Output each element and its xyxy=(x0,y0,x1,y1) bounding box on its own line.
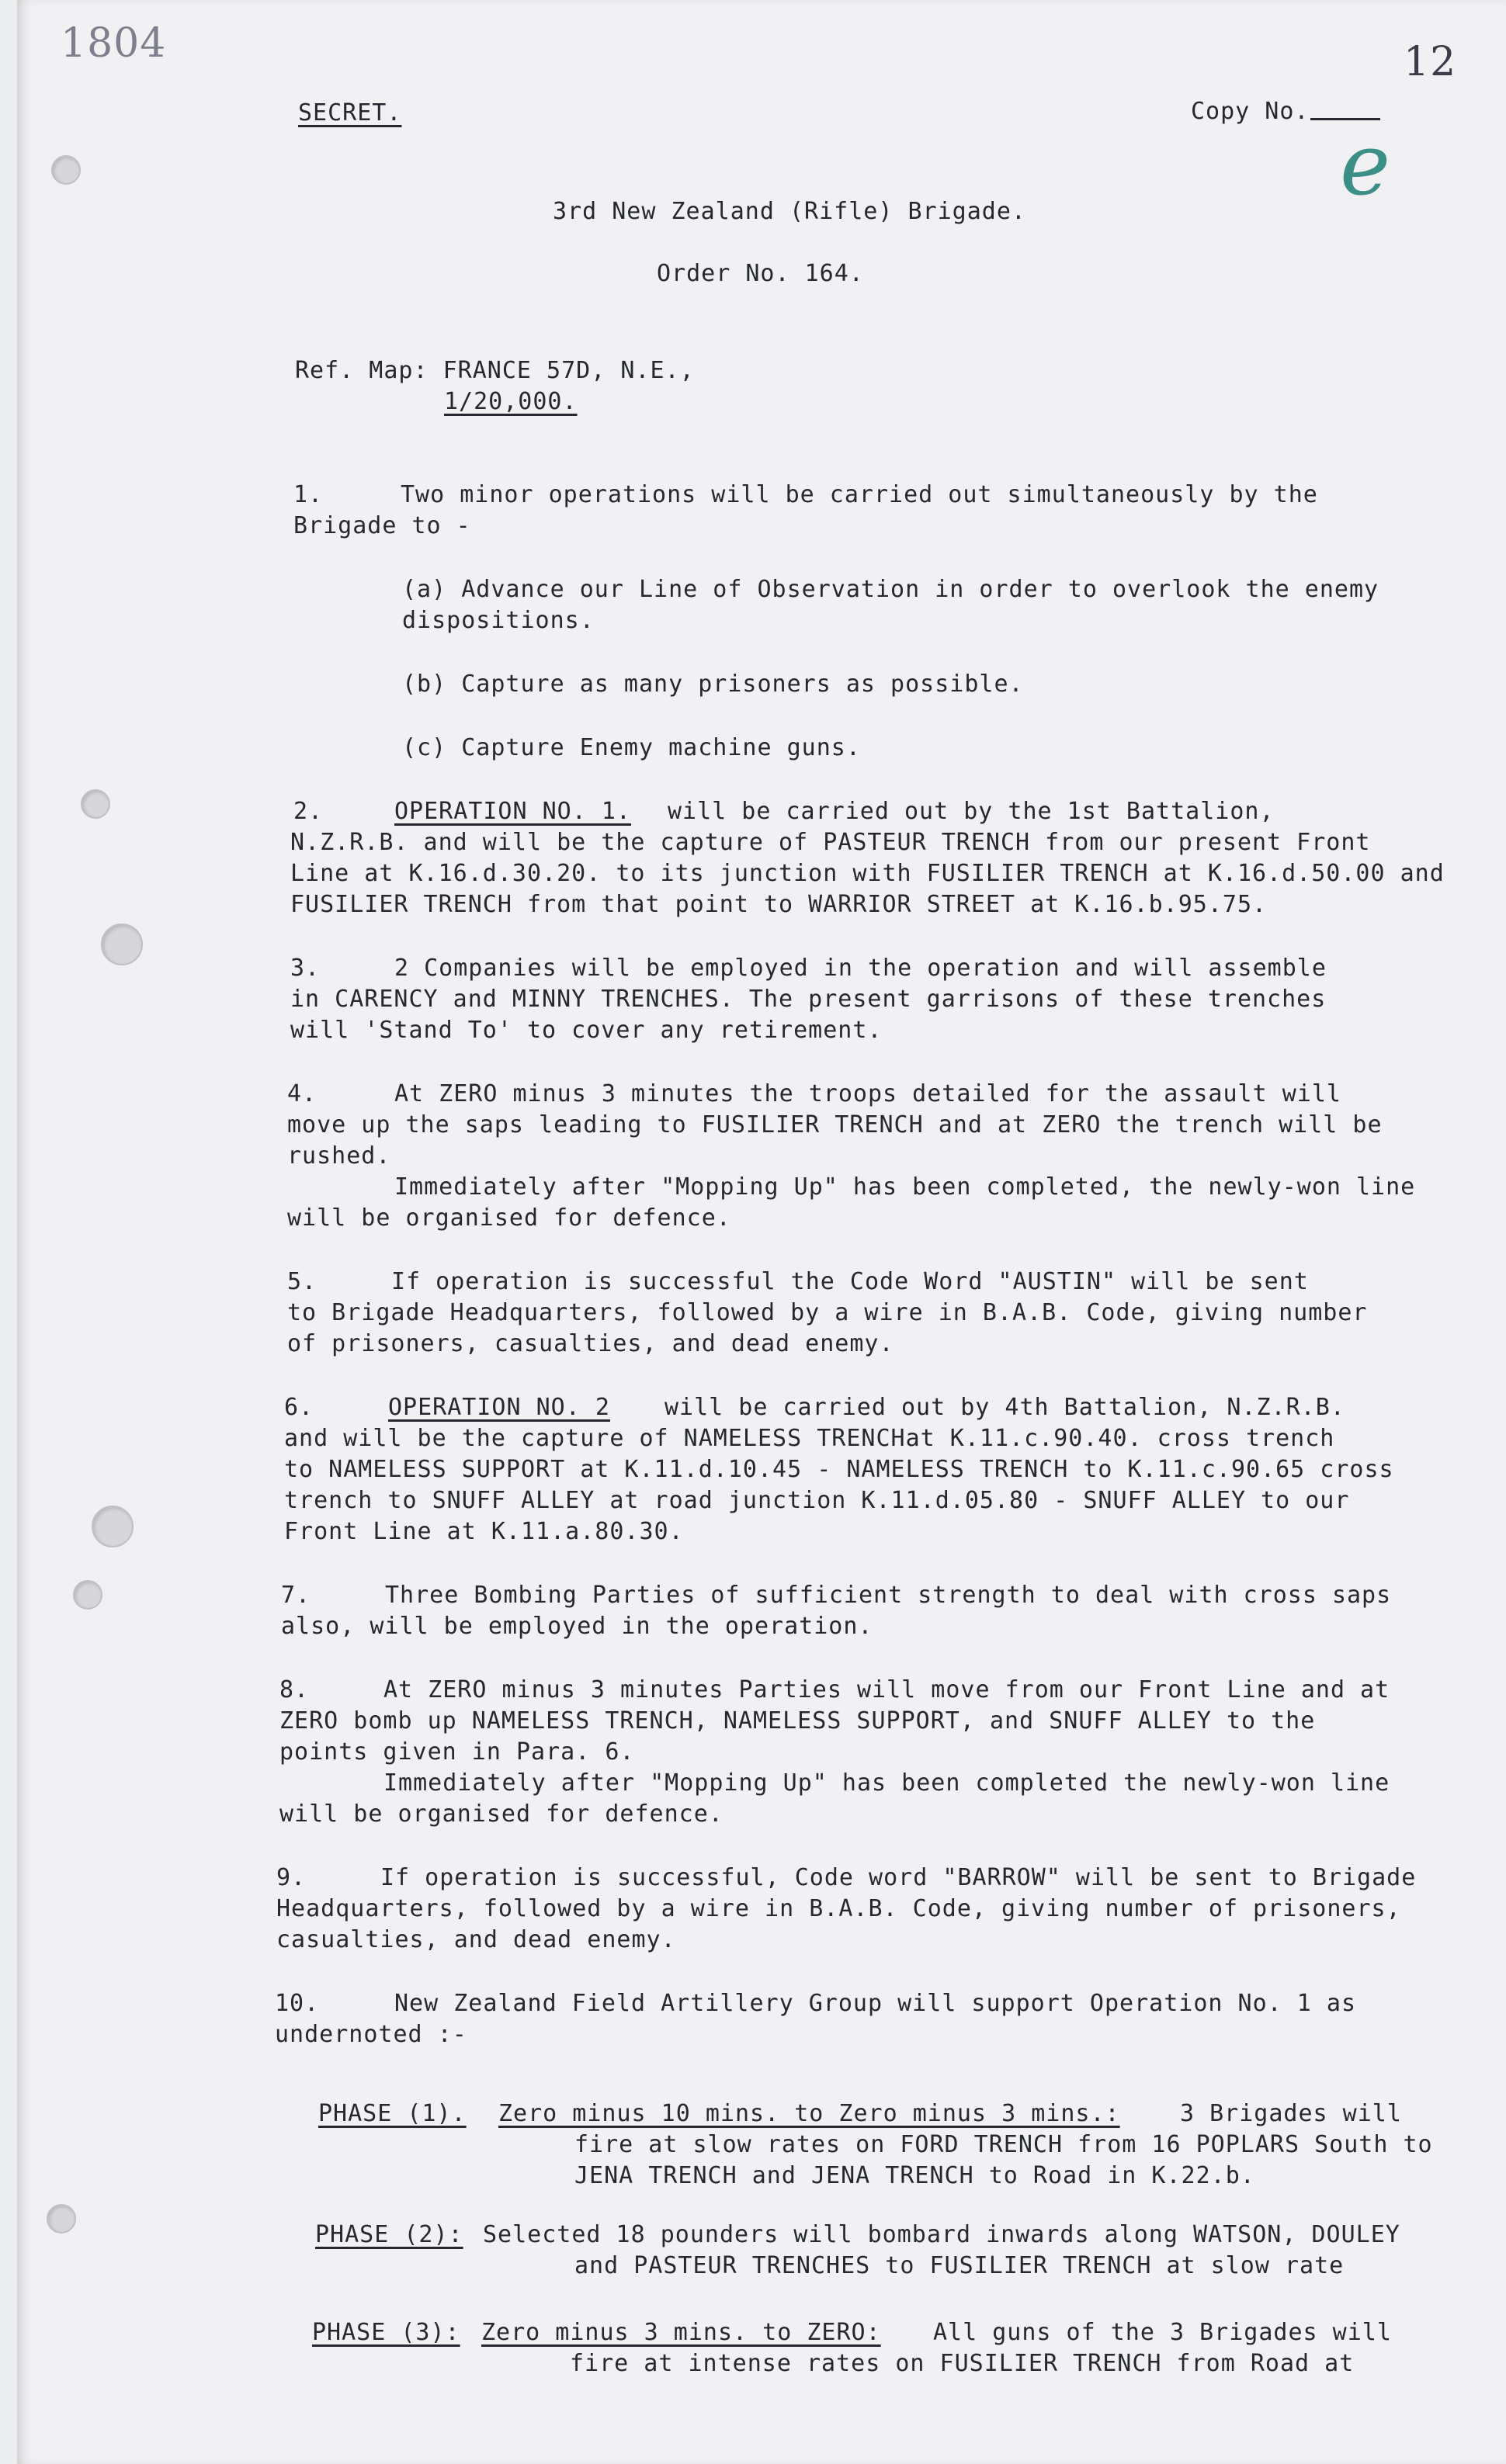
para-text: undernoted :- xyxy=(275,2021,467,2048)
para-text: New Zealand Field Artillery Group will support Operation No. 1 as xyxy=(394,1990,1356,2017)
para-text: will be carried out by the 1st Battalion, xyxy=(668,798,1275,825)
para-text: If operation is successful the Code Word "AUSTIN" will be sent xyxy=(391,1268,1309,1295)
phase-label: PHASE (2): xyxy=(315,2221,463,2248)
para-text: Two minor operations will be carried out simultaneously by the xyxy=(401,481,1318,508)
copy-mark: e xyxy=(1340,115,1391,214)
para-text: N.Z.R.B. and will be the capture of PASTEUR TRENCH from our present Front xyxy=(290,829,1371,856)
phase-text: Selected 18 pounders will bombard inwards along WATSON, DOULEY xyxy=(483,2221,1400,2248)
phase-label: PHASE (1). xyxy=(318,2100,467,2127)
para-text: At ZERO minus 3 minutes the troops detailed for the assault will xyxy=(394,1080,1341,1107)
phase-timing: Zero minus 10 mins. to Zero minus 3 mins.: xyxy=(498,2100,1120,2127)
para-text: FUSILIER TRENCH from that point to WARRIOR STREET at K.16.b.95.75. xyxy=(290,891,1268,918)
operation-heading: OPERATION NO. 2 xyxy=(388,1394,610,1421)
para-text: Headquarters, followed by a wire in B.A.B. Code, giving number of prisoners, xyxy=(276,1895,1401,1922)
phase-text: and PASTEUR TRENCHES to FUSILIER TRENCH at slow rate xyxy=(574,2252,1345,2279)
para-number: 6. xyxy=(284,1394,314,1421)
sub-item-a: dispositions. xyxy=(402,607,595,634)
operation-heading: OPERATION NO. 1. xyxy=(394,798,631,825)
sub-item-b: (b) Capture as many prisoners as possible. xyxy=(402,671,1024,698)
sub-item-c: (c) Capture Enemy machine guns. xyxy=(402,734,861,761)
para-text: Front Line at K.11.a.80.30. xyxy=(284,1518,684,1545)
para-number: 7. xyxy=(281,1582,311,1609)
punch-hole xyxy=(92,1506,134,1547)
order-title: Order No. 164. xyxy=(657,260,864,287)
para-number: 10. xyxy=(275,1990,320,2017)
archive-number: 1804 xyxy=(61,20,167,67)
para-text: move up the saps leading to FUSILIER TRENCH and at ZERO the trench will be xyxy=(287,1111,1383,1138)
para-text: will be carried out by 4th Battalion, N.Z.R.B. xyxy=(665,1394,1345,1421)
punch-hole xyxy=(51,155,81,185)
para-text: Immediately after "Mopping Up" has been completed the newly-won line xyxy=(383,1769,1390,1797)
para-text: 2 Companies will be employed in the operation and will assemble xyxy=(394,955,1327,982)
phase-timing: Zero minus 3 mins. to ZERO: xyxy=(481,2319,881,2346)
para-text: will be organised for defence. xyxy=(279,1800,724,1828)
phase-text: 3 Brigades will xyxy=(1180,2100,1402,2127)
para-text: Brigade to - xyxy=(293,512,471,539)
para-number: 2. xyxy=(293,798,324,825)
phase-text: All guns of the 3 Brigades will xyxy=(933,2319,1392,2346)
punch-hole xyxy=(47,2204,76,2234)
para-text: Line at K.16.d.30.20. to its junction with FUSILIER TRENCH at K.16.d.50.00 and xyxy=(290,860,1445,887)
para-number: 4. xyxy=(287,1080,318,1107)
para-number: 9. xyxy=(276,1864,307,1891)
para-text: Immediately after "Mopping Up" has been completed, the newly-won line xyxy=(394,1173,1416,1201)
para-text: rushed. xyxy=(287,1142,391,1170)
para-text: ZERO bomb up NAMELESS TRENCH, NAMELESS SUPPORT, and SNUFF ALLEY to the xyxy=(279,1707,1316,1735)
para-text: If operation is successful, Code word "BARROW" will be sent to Brigade xyxy=(380,1864,1417,1891)
para-text: points given in Para. 6. xyxy=(279,1738,635,1766)
ref-map-line1: Ref. Map: FRANCE 57D, N.E., xyxy=(295,357,695,384)
punch-hole xyxy=(101,924,143,965)
para-text: will 'Stand To' to cover any retirement. xyxy=(290,1017,883,1044)
sub-item-a: (a) Advance our Line of Observation in order to overlook the enemy xyxy=(402,576,1379,603)
para-text: trench to SNUFF ALLEY at road junction K.11.d.05.80 - SNUFF ALLEY to our xyxy=(284,1487,1350,1514)
para-text: casualties, and dead enemy. xyxy=(276,1926,676,1953)
para-text: and will be the capture of NAMELESS TRENCHat K.11.c.90.40. cross trench xyxy=(284,1425,1335,1452)
para-text: to Brigade Headquarters, followed by a wire in B.A.B. Code, giving number xyxy=(287,1299,1368,1326)
phase-text: JENA TRENCH and JENA TRENCH to Road in K.22.b. xyxy=(574,2162,1255,2189)
para-text: will be organised for defence. xyxy=(287,1204,731,1232)
para-number: 3. xyxy=(290,955,321,982)
phase-text: fire at intense rates on FUSILIER TRENCH from Road at xyxy=(570,2350,1355,2377)
para-text: also, will be employed in the operation. xyxy=(281,1613,873,1640)
phase-label: PHASE (3): xyxy=(312,2319,460,2346)
ref-map-line2: 1/20,000. xyxy=(444,388,578,415)
para-text: to NAMELESS SUPPORT at K.11.d.10.45 - NAMELESS TRENCH to K.11.c.90.65 cross xyxy=(284,1456,1394,1483)
copy-number: 12 xyxy=(1404,39,1457,85)
para-text: Three Bombing Parties of sufficient strength to deal with cross saps xyxy=(385,1582,1392,1609)
unit-title: 3rd New Zealand (Rifle) Brigade. xyxy=(553,198,1026,225)
para-text: At ZERO minus 3 minutes Parties will move from our Front Line and at xyxy=(383,1676,1390,1703)
punch-hole xyxy=(73,1580,102,1610)
punch-hole xyxy=(81,789,110,819)
document-page xyxy=(17,0,1506,2464)
para-number: 1. xyxy=(293,481,324,508)
phase-text: fire at slow rates on FORD TRENCH from 16 POPLARS South to xyxy=(574,2131,1433,2158)
copy-label: Copy No. xyxy=(1191,98,1310,125)
classification: SECRET. xyxy=(298,99,402,126)
para-text: of prisoners, casualties, and dead enemy. xyxy=(287,1330,894,1357)
para-number: 5. xyxy=(287,1268,318,1295)
para-number: 8. xyxy=(279,1676,310,1703)
para-text: in CARENCY and MINNY TRENCHES. The present garrisons of these trenches xyxy=(290,986,1327,1013)
